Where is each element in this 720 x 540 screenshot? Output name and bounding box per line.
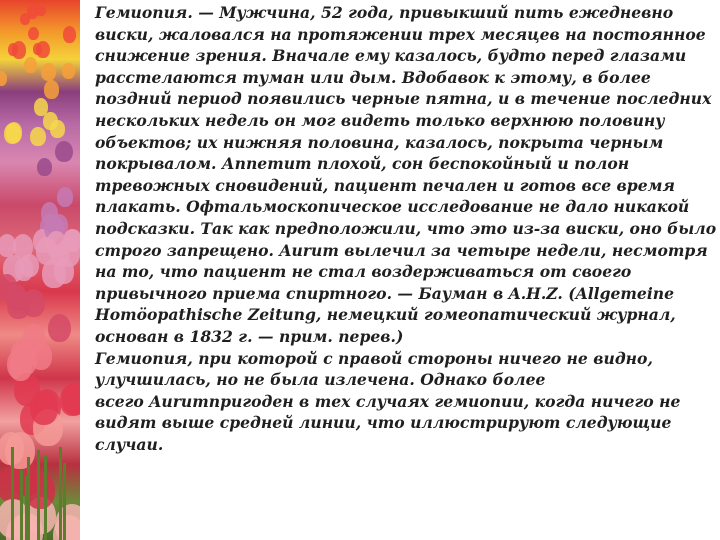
text-line: видят выше средней линии, что иллюстрируют следующие xyxy=(95,413,672,433)
tulip-bloom xyxy=(55,141,73,163)
text-line: привычного приема спиртного. — Бауман в A.H.Z. (Allgemeine xyxy=(95,283,675,303)
text-line: снижение зрения. Вначале ему казалось, будто перед глазами xyxy=(95,46,687,66)
tulip-bloom xyxy=(23,324,45,351)
text-line: всего Aurumпригоден в тех случаях гемиопии, когда ничего не xyxy=(95,391,681,411)
tulip-stem xyxy=(44,456,47,540)
text-line: виски, жаловался на протяжении трех месяцев на постоянное xyxy=(95,24,706,44)
tulip-bloom xyxy=(0,274,17,300)
tulip-stem xyxy=(11,447,14,540)
tulip-bloom xyxy=(20,254,39,278)
tulip-bloom xyxy=(44,80,59,98)
tulip-stem xyxy=(59,447,62,540)
text-line: улучшилась, но не была излечена. Однако более xyxy=(95,370,546,390)
tulip-bloom xyxy=(8,43,18,56)
text-line: Homöopathische Zeitung, немецкий гомеопатический журнал, xyxy=(95,305,676,325)
text-line: Гемиопия. — Мужчина, 52 года, привыкший пить ежедневно xyxy=(95,3,674,22)
tulip-bloom xyxy=(30,390,58,425)
tulip-bloom xyxy=(33,43,43,55)
tulip-stem xyxy=(37,450,40,540)
tulip-bloom xyxy=(50,120,64,138)
tulip-stem xyxy=(63,463,66,540)
tulip-bloom xyxy=(30,127,45,146)
text-line: расстелаются туман или дым. Вдобавок к этому, в более xyxy=(95,67,651,87)
tulip-bloom xyxy=(48,314,71,343)
tulip-bloom xyxy=(22,289,45,318)
tulip-bloom xyxy=(24,57,37,73)
tulip-bloom xyxy=(41,63,56,82)
tulip-bloom xyxy=(46,231,68,258)
tulip-field-image xyxy=(0,0,80,540)
tulip-bloom xyxy=(63,26,77,43)
tulip-stem xyxy=(27,457,30,540)
text-line: Гемиопия, при которой с правой стороны ничего не видно, xyxy=(95,348,653,368)
text-line: покрывалом. Аппетит плохой, сон беспокойный и полон xyxy=(95,154,630,174)
tulip-bloom xyxy=(60,384,80,416)
tulip-stem xyxy=(20,470,23,540)
text-line: плакать. Офтальмоскопическое исследование не дало никакой xyxy=(95,197,690,217)
tulip-bloom xyxy=(62,63,75,79)
text-line: основан в 1832 г. — прим. перев.) xyxy=(95,326,404,346)
tulip-bloom xyxy=(9,352,32,381)
text-line: на то, что пациент не стал воздерживаться от своего xyxy=(95,262,632,282)
document-text xyxy=(95,2,717,455)
text-line: подсказки. Так как предположили, что это из-за виски, оно было xyxy=(95,218,717,238)
tulip-bloom xyxy=(37,158,52,176)
tulip-bloom xyxy=(41,202,58,224)
text-line: случаи. xyxy=(95,434,164,454)
tulip-bloom xyxy=(57,187,73,207)
tulip-bloom xyxy=(28,27,39,41)
text-line: нескольких недель он мог видеть только верхнюю половину xyxy=(95,110,665,130)
text-line: тревожных сновидений, пациент печален и готов все время xyxy=(95,175,675,195)
tulip-bloom xyxy=(27,4,39,19)
text-line: строго запрещено. Aurum вылечил за четыре недели, несмотря xyxy=(95,240,708,260)
tulip-bloom xyxy=(0,71,7,86)
text-line: объектов; их нижняя половина, казалось, покрыта черным xyxy=(95,132,664,152)
text-line: поздний период появились черные пятна, и в течение последних xyxy=(95,89,712,109)
tulip-bloom xyxy=(4,123,21,144)
